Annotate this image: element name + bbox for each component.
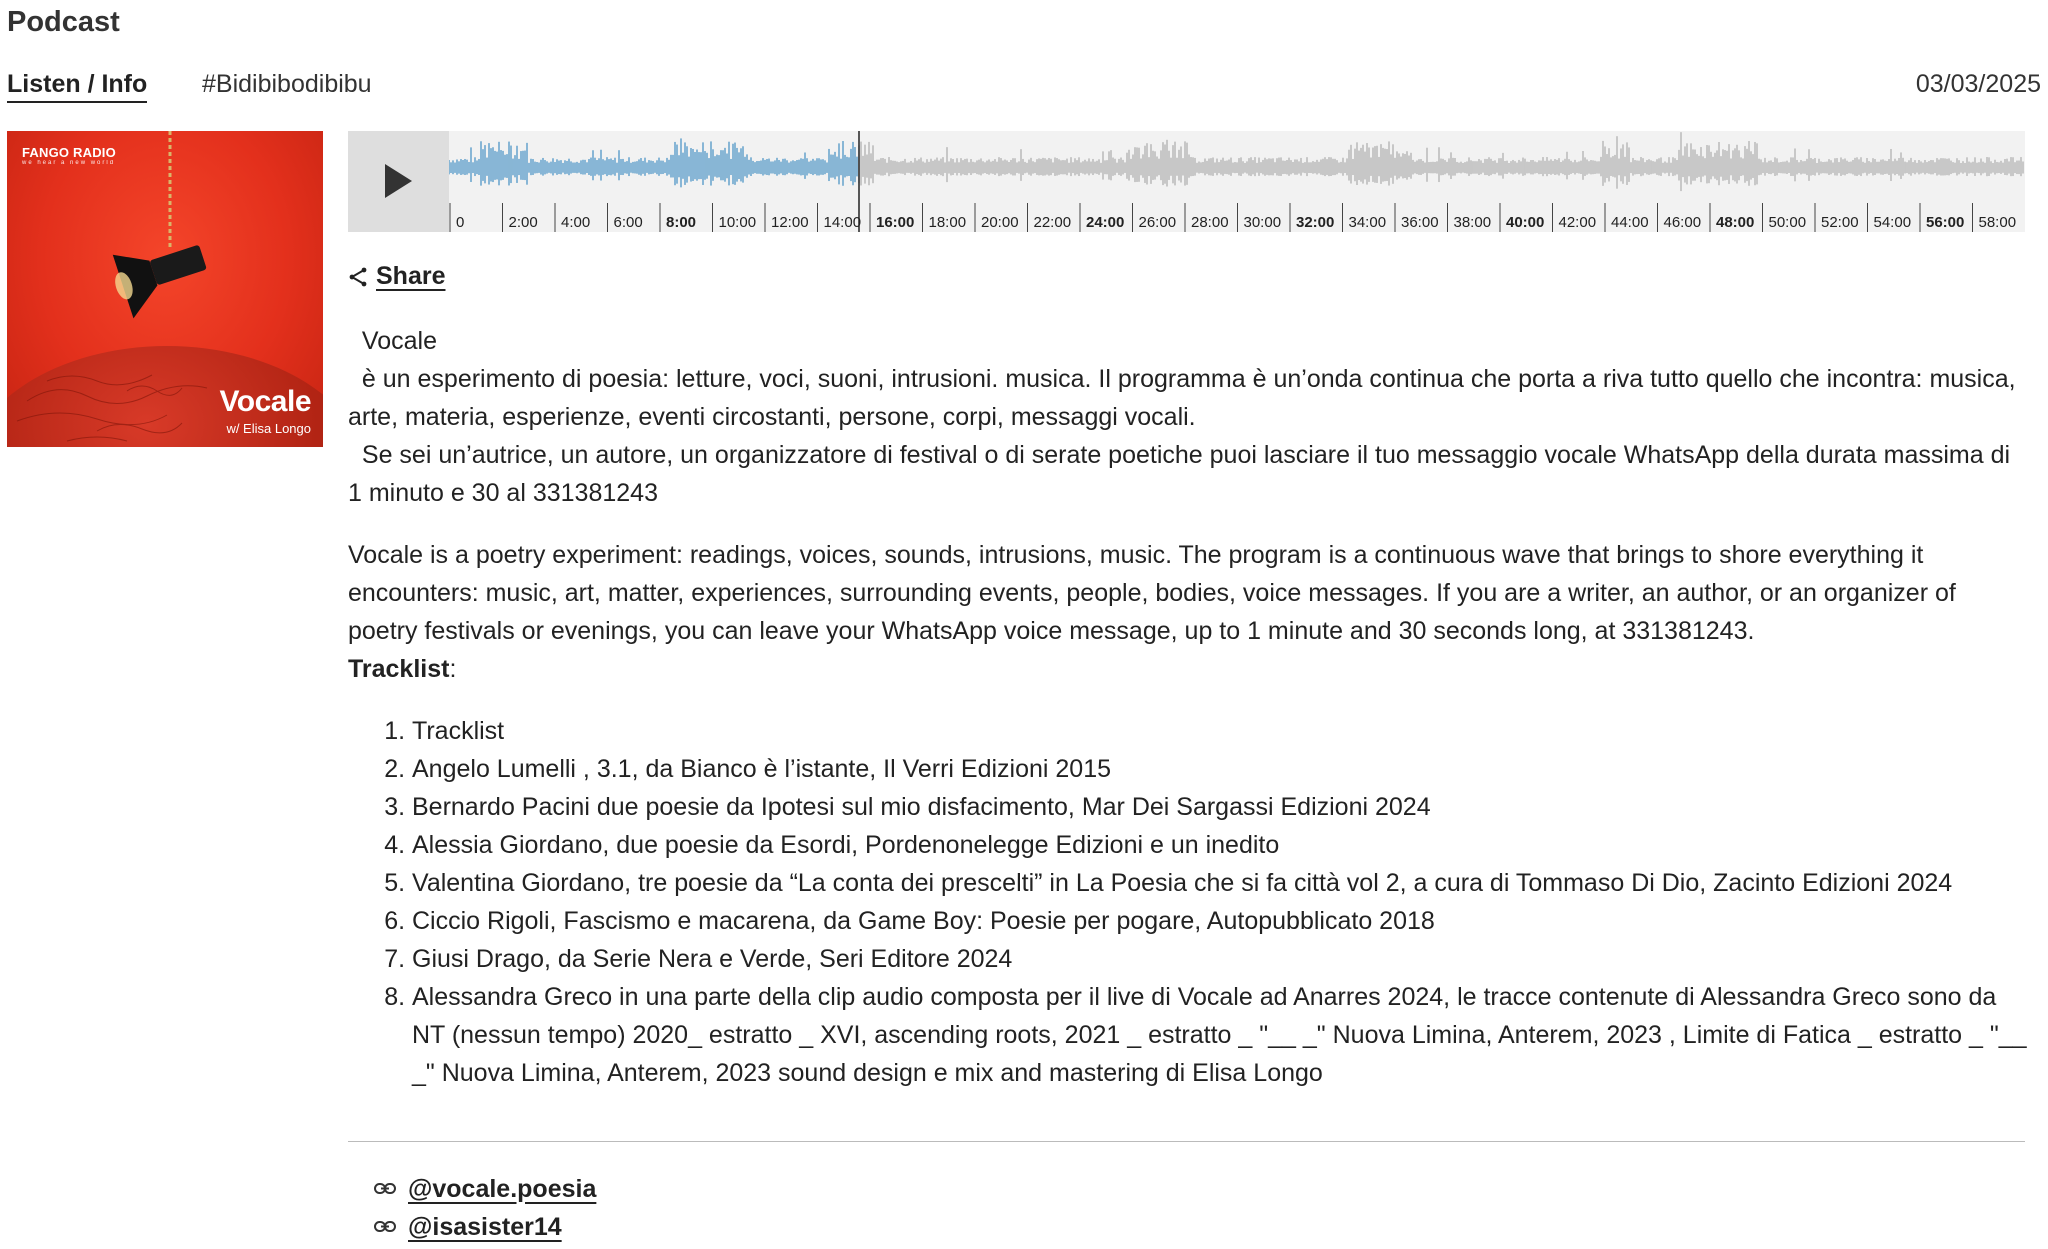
link-label: @isasister14 [408,1212,562,1241]
waveform-tick-label: 42:00 [1558,214,1597,231]
page-title: Podcast [7,6,120,38]
tracklist-item: 7. Giusi Drago, da Serie Nera e Verde, Seri Editore 2024 [412,940,2028,978]
external-links [374,1170,596,1246]
audio-player [348,131,2025,232]
waveform-tick-label: 36:00 [1401,214,1439,231]
waveform-tick-label: 8:00 [666,214,697,231]
description-line-1: Vocale [361,327,437,355]
waveform-tick-label: 0 [456,214,465,231]
waveform-tick-label: 44:00 [1611,214,1649,231]
tracklist-item: 4. Alessia Giordano, due poesie da Esordi, Pordenonelegge Edizioni e un inedito [412,826,2028,864]
waveform-tick-label: 2:00 [508,214,538,231]
waveform-tick-label: 4:00 [561,214,591,231]
tracklist-item: 3. Bernardo Pacini due poesie da Ipotesi sul mio disfacimento, Mar Dei Sargassi Edizioni 2024 [412,788,2028,826]
description-contact [348,436,2028,512]
waveform-tick-label: 58:00 [1978,214,2017,231]
description-line-2: è un esperimento di poesia: letture, voci, suoni, intrusioni. musica. Il programma è un’onda continua che porta a riva tutto quello che incontra: musica, arte, materia, esperienze, eventi circostanti, persone, corpi, messaggi vocali. [348,365,2016,431]
description-english: Vocale is a poetry experiment: readings, voices, sounds, intrusions, music. The program is a continuous wave that brings to shore everything it encounters: music, art, matter, experiences, surrounding events, people, bodies, voice messages. If you are a writer, an author, or an organizer of poetry festivals or evenings, you can leave your WhatsApp voice message, up to 1 minute and 30 seconds long, at 331381243. [348,541,1956,645]
waveform-tick-label: 38:00 [1453,214,1492,231]
episode-date: 03/03/2025 [1915,70,2041,98]
waveform-seekbar[interactable] [449,131,2025,232]
description-line-3: Se sei un’autrice, un autore, un organizzatore di festival o di serate poetiche puoi lasciare il tuo messaggio vocale WhatsApp della durata massima di 1 minuto e 30 al 331381243 [348,441,2011,507]
waveform-tick-label: 10:00 [718,214,757,231]
waveform-tick-label: 34:00 [1348,214,1387,231]
waveform-tick-label: 20:00 [981,214,1019,231]
waveform-tick-label: 56:00 [1926,214,1965,231]
cover-brand: FANGO RADIO [22,145,116,160]
divider [348,1141,2025,1142]
tab-listen-info[interactable]: Listen / Info [7,70,147,103]
waveform-tick-label: 6:00 [613,214,643,231]
waveform-tick-label: 46:00 [1663,214,1702,231]
tracklist-heading [348,650,2028,688]
waveform-tick-label: 18:00 [928,214,967,231]
tracklist-item: 1. Tracklist [412,712,2028,750]
share-button[interactable] [348,262,445,291]
share-icon [348,266,368,288]
description-intro [348,360,2028,436]
waveform-tick-label: 12:00 [771,214,809,231]
tracklist [348,712,2028,1092]
tab-bar [7,70,2041,110]
tracklist-item: 5. Valentina Giordano, tre poesie da “La conta dei prescelti” in La Poesia che si fa città vol 2, a cura di Tommaso Di Dio, Zacinto Edizioni 2024 [412,864,2028,902]
episode-description [348,322,2028,1092]
waveform-tick-label: 32:00 [1296,214,1335,231]
waveform-tick-label: 50:00 [1768,214,1807,231]
description-title [348,322,2028,360]
waveform-tick-label: 28:00 [1191,214,1229,231]
cover-show-name: Vocale [219,385,311,418]
link-item[interactable] [374,1170,596,1208]
link-icon [374,1182,396,1196]
waveform-tick-label: 54:00 [1873,214,1912,231]
cover-brand-tagline: we hear a new world [22,160,116,166]
waveform-tick-label: 22:00 [1033,214,1072,231]
waveform-tick-label: 48:00 [1716,214,1755,231]
cover-art [7,131,323,447]
tracklist-heading-label: Tracklist [348,655,450,683]
waveform-tick-label: 14:00 [823,214,862,231]
play-button[interactable] [348,131,449,232]
tracklist-item: 6. Ciccio Rigoli, Fascismo e macarena, da Game Boy: Poesie per pogare, Autopubblicato 2018 [412,902,2028,940]
tracklist-item: 2. Angelo Lumelli , 3.1, da Bianco è l’istante, Il Verri Edizioni 2015 [412,750,2028,788]
link-item[interactable] [374,1208,596,1246]
waveform-tick-label: 52:00 [1821,214,1859,231]
link-icon [374,1220,396,1234]
episode-hashtag[interactable]: #Bidibibodibibu [202,70,372,98]
play-icon [385,164,412,198]
tracklist-heading-colon: : [449,655,457,683]
waveform-tick-label: 16:00 [876,214,915,231]
share-label: Share [376,262,446,290]
waveform-tick-label: 24:00 [1086,214,1125,231]
tracklist-item: 8. Alessandra Greco in una parte della clip audio composta per il live di Vocale ad Anarres 2024, le tracce contenute di Alessandra Greco sono da NT (nessun tempo) 2020_ estratto _ XVI, ascending roots, 2021 _ estratto _ "__ _" Nuova Limina, Anterem, 2023 , Limite di Fatica _ estratto _ "__ _" Nuova Limina, Anterem, 2023 sound design e mix and mastering di Elisa Longo [412,978,2028,1092]
waveform-tick-label: 40:00 [1506,214,1545,231]
waveform-tick-label: 26:00 [1138,214,1177,231]
link-label: @vocale.poesia [408,1174,597,1203]
waveform-tick-label: 30:00 [1243,214,1282,231]
cover-host: w/ Elisa Longo [226,421,311,436]
